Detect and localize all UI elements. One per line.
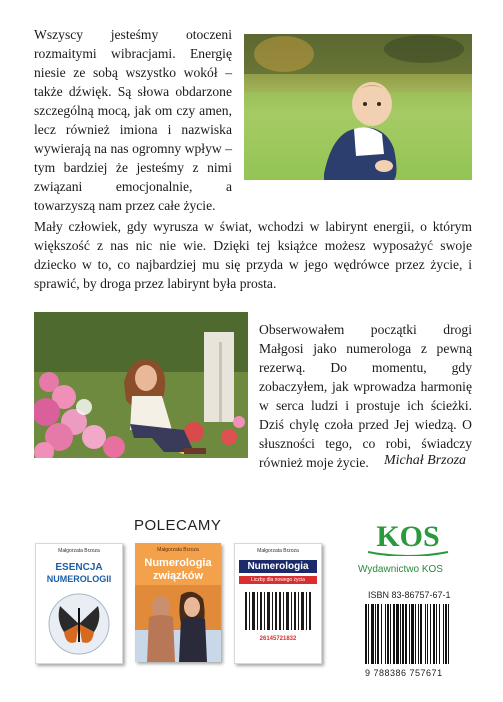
book-title-line1: Numerologia xyxy=(239,560,317,573)
book-title-line2: związków xyxy=(152,570,204,582)
barcode-bar xyxy=(385,604,386,664)
author-photo xyxy=(34,312,248,458)
book-cover-numerologia xyxy=(234,543,322,664)
barcode-bar xyxy=(436,604,437,664)
book-number: 26145721832 xyxy=(259,636,297,642)
recommend-label: POLECAMY xyxy=(134,517,222,534)
testimonial-paragraph: Obserwowałem początki drogi Małgosi jako numerologa z pewną rezerwą. Do momentu, gdy zobaczyłem, jak wprowadza harmonię w serca ludzi i prostuje ich ścieżki. Dziś chylę czoła przed Jej wiedzą. O słuszności tego, co robi, świadczy również moje życie. xyxy=(259,322,472,470)
book-title-line2: NUMEROLOGII xyxy=(46,574,112,584)
book-author: Małgorzata Brzoza xyxy=(58,548,100,554)
barcode-bar xyxy=(393,604,395,664)
barcode-bar xyxy=(420,604,422,664)
book-cover-esencja xyxy=(35,543,123,664)
barcode-bar xyxy=(387,604,389,664)
book-author: Małgorzata Brzoza xyxy=(157,547,199,553)
barcode-bar xyxy=(377,604,379,664)
barcode-bar xyxy=(411,604,414,664)
barcode-bar xyxy=(396,604,399,664)
barcode-bar xyxy=(402,604,404,664)
baby-photo xyxy=(244,34,472,180)
barcode-number: 9 788386 757671 xyxy=(365,668,443,678)
barcode-bar xyxy=(415,604,416,664)
barcode-bar xyxy=(365,604,367,664)
kos-logo xyxy=(362,516,454,556)
barcode-bar xyxy=(430,604,431,664)
barcode-bar xyxy=(368,604,369,664)
main-paragraph: Mały człowiek, gdy wyrusza w świat, wchodzi w labirynt energii, o którym większość z nas nic nie wie. Dzięki tej książce możesz wyposażyć swoje dziecko w to, co najbardziej mu się przyda w jego wędrówce przez życie, i sprawić, by droga przez labirynt była prosta. xyxy=(34,219,472,291)
book-author: Małgorzata Brzoza xyxy=(257,548,299,554)
barcode-bar xyxy=(390,604,391,664)
barcode-bar xyxy=(433,604,435,664)
barcode-bar xyxy=(371,604,374,664)
barcode-bar xyxy=(445,604,447,664)
publisher-name: Wydawnictwo KOS xyxy=(358,564,443,575)
book-title-line1: ESENCJA xyxy=(55,562,103,573)
book-title-line1: Numerologia xyxy=(144,557,212,569)
barcode-bar xyxy=(425,604,426,664)
barcode-bar xyxy=(439,604,440,664)
isbn: ISBN 83-86757-67-1 xyxy=(368,590,451,600)
barcode-bar xyxy=(400,604,401,664)
barcode-bar xyxy=(405,604,407,664)
barcode-bar xyxy=(448,604,449,664)
barcode-bar xyxy=(375,604,376,664)
barcode-bar xyxy=(427,604,428,664)
barcode xyxy=(362,602,474,666)
book-band: Liczby dla nowego życia xyxy=(239,576,317,584)
signature: Michał Brzoza xyxy=(384,453,467,468)
barcode-bar xyxy=(443,604,444,664)
logo-text: KOS xyxy=(376,520,440,553)
barcode-bar xyxy=(381,604,382,664)
book-cover-numerologia-zwiazkow xyxy=(135,543,221,662)
barcode-bar xyxy=(409,604,410,664)
barcode-bar xyxy=(418,604,419,664)
intro-paragraph: Wszyscy jesteśmy otoczeni rozmaitymi wibracjami. Energię niesie ze sobą wszystko wokół – także dźwięk. Są słowa obdarzone szczególną mocą, jak om czy amen, lecz również imiona i nazwiska wywierają na nas ogromny wpływ – tym bardziej że jesteśmy z nimi związani emocjonalnie, a towarzyszą nam przez całe życie. xyxy=(34,27,232,213)
